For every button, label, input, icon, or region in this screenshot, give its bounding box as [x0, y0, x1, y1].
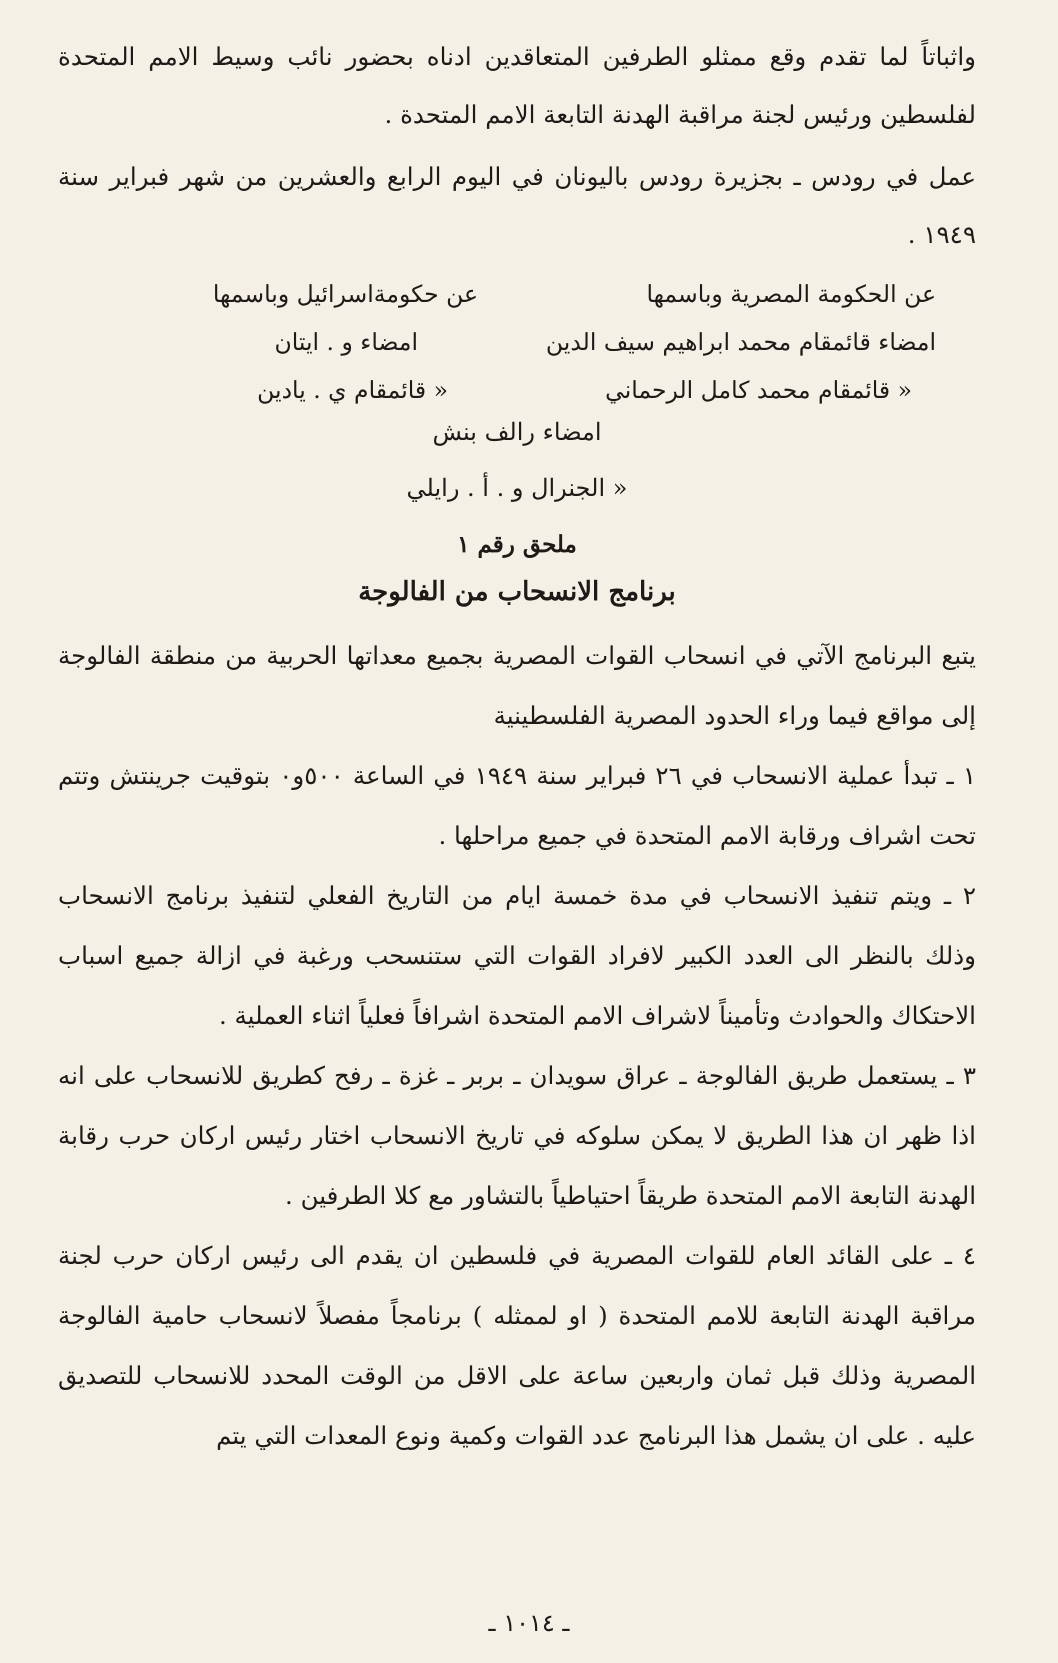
- israel-header: عن حكومةاسرائيل وباسمها: [212, 280, 478, 308]
- annex-intro: يتبع البرنامج الآتي في انسحاب القوات المصرية بجميع معداتها الحربية من منطقة الفالوجة إلى مواقع فيما وراء الحدود المصرية الفلسطينية: [58, 641, 976, 730]
- annex-heading: [58, 522, 976, 616]
- egypt-signatures: [506, 270, 936, 414]
- israel-signatory-1: امضاء و . ايتان: [274, 328, 418, 356]
- israel-signatory-2: « قائمقام ي . يادين: [257, 376, 448, 404]
- egypt-header: عن الحكومة المصرية وباسمها: [646, 280, 936, 308]
- annex-item-2: ٢ ـ ويتم تنفيذ الانسحاب في مدة خمسة ايام من التاريخ الفعلي لتنفيذ برنامج الانسحاب وذلك بالنظر الى العدد الكبير لافراد القوات التي ستنسحب ورغبة في ازالة جميع اسباب الاحتكاك والحوادث وتأميناً لاشراف الامم المتحدة اشرافاً فعلياً اثناء العملية .: [58, 881, 976, 1030]
- un-signatures: [58, 404, 976, 516]
- witness-paragraph: واثباتاً لما تقدم وقع ممثلو الطرفين المتعاقدين ادناه بحضور نائب وسيط الامم المتحدة لفلسطين ورئيس لجنة مراقبة الهدنة التابعة الامم المتحدة .: [58, 42, 976, 129]
- annex-title: برنامج الانسحاب من الفالوجة: [358, 577, 676, 607]
- israel-signatures: [118, 270, 478, 414]
- egypt-signatory-1: امضاء قائمقام محمد ابراهيم سيف الدين: [545, 328, 936, 356]
- egypt-signatory-2: « قائمقام محمد كامل الرحماني: [605, 376, 912, 404]
- annex-item-3: ٣ ـ يستعمل طريق الفالوجة ـ عراق سويدان ـ بربر ـ غزة ـ رفح كطريق للانسحاب على انه اذا ظهر ان هذا الطريق لا يمكن سلوكه في تاريخ الانسحاب اختار رئيس اركان حرب رقابة الهدنة التابعة الامم المتحدة طريقاً احتياطياً بالتشاور مع كلا الطرفين .: [58, 1061, 976, 1210]
- date-paragraph: عمل في رودس ـ بجزيرة رودس باليونان في اليوم الرابع والعشرين من شهر فبراير سنة ١٩٤٩ .: [58, 162, 976, 249]
- annex-item-4: ٤ ـ على القائد العام للقوات المصرية في فلسطين ان يقدم الى رئيس اركان حرب لجنة مراقبة الهدنة التابعة للامم المتحدة ( او لممثله ) برنامجاً مفصلاً لانسحاب حامية الفالوجة المصرية وذلك قبل ثمان واربعين ساعة على الاقل من الوقت المحدد للانسحاب للتصديق عليه . على ان يشمل هذا البرنامج عدد القوات وكمية ونوع المعدات التي يتم: [58, 1241, 976, 1450]
- signature-block: [58, 270, 976, 408]
- un-signatory-2: « الجنرال و . أ . رايلي: [406, 474, 628, 502]
- annex-body: [58, 626, 976, 1466]
- page-number: ـ ١٠١٤ ـ: [488, 1609, 570, 1637]
- annex-number: ملحق رقم ١: [457, 531, 577, 558]
- annex-item-1: ١ ـ تبدأ عملية الانسحاب في ٢٦ فبراير سنة ١٩٤٩ في الساعة ٥٠٠و٠ بتوقيت جرينتش وتتم تحت اشراف ورقابة الامم المتحدة في جميع مراحلها .: [58, 761, 977, 850]
- un-signatory-1: امضاء رالف بنش: [432, 418, 602, 446]
